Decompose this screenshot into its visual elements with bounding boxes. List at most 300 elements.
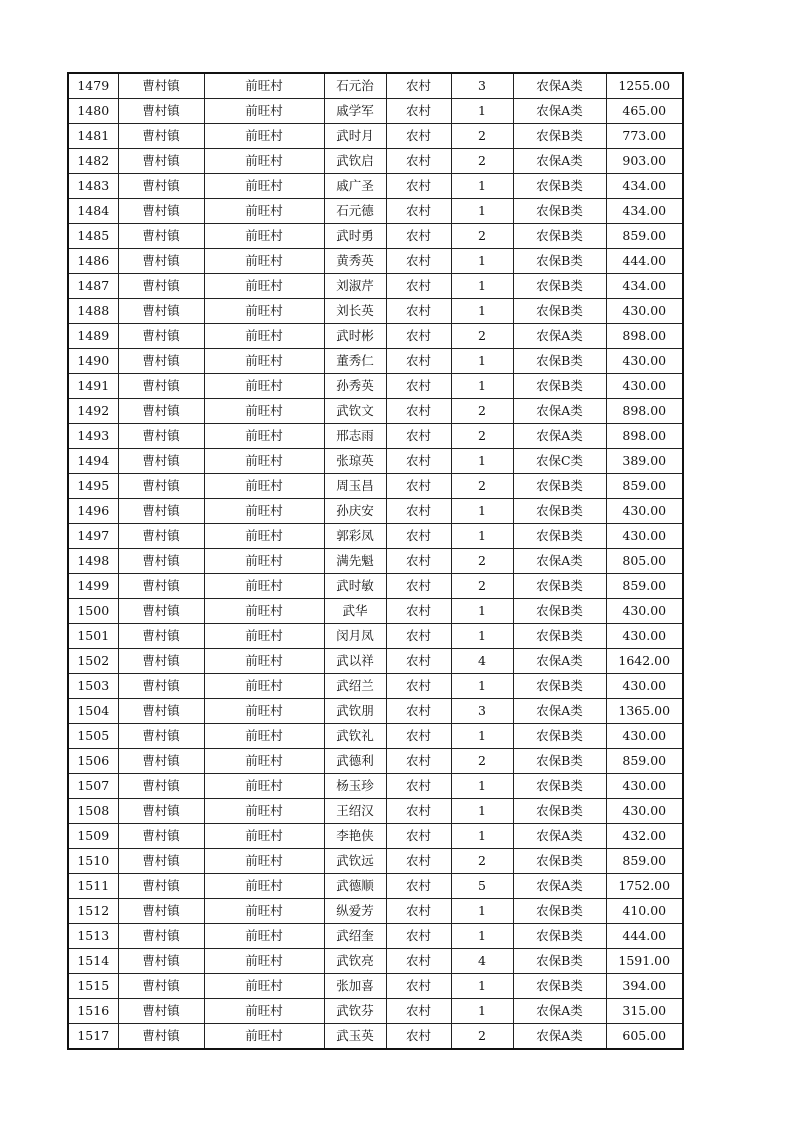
cell-household-type: 农村 (386, 949, 451, 974)
table-row (68, 374, 683, 399)
table-row (68, 949, 683, 974)
table-row (68, 474, 683, 499)
cell-member-count: 1 (451, 374, 513, 399)
cell-name: 王绍汉 (324, 799, 386, 824)
table-row (68, 424, 683, 449)
cell-name: 李艳侠 (324, 824, 386, 849)
cell-household-type: 农村 (386, 649, 451, 674)
cell-village: 前旺村 (204, 199, 324, 224)
cell-village: 前旺村 (204, 73, 324, 99)
cell-member-count: 2 (451, 749, 513, 774)
cell-row-number: 1492 (68, 399, 118, 424)
table-row (68, 124, 683, 149)
cell-town: 曹村镇 (118, 524, 204, 549)
cell-name: 孙秀英 (324, 374, 386, 399)
cell-village: 前旺村 (204, 499, 324, 524)
cell-village: 前旺村 (204, 549, 324, 574)
cell-name: 武时月 (324, 124, 386, 149)
cell-name: 武时彬 (324, 324, 386, 349)
cell-row-number: 1486 (68, 249, 118, 274)
cell-insurance-category: 农保B类 (513, 899, 606, 924)
table-row (68, 174, 683, 199)
cell-town: 曹村镇 (118, 674, 204, 699)
table-row (68, 774, 683, 799)
cell-name: 张琼英 (324, 449, 386, 474)
cell-member-count: 1 (451, 974, 513, 999)
cell-village: 前旺村 (204, 124, 324, 149)
table-row (68, 924, 683, 949)
cell-town: 曹村镇 (118, 299, 204, 324)
cell-household-type: 农村 (386, 674, 451, 699)
cell-town: 曹村镇 (118, 799, 204, 824)
table-row (68, 199, 683, 224)
cell-member-count: 2 (451, 549, 513, 574)
cell-town: 曹村镇 (118, 424, 204, 449)
cell-town: 曹村镇 (118, 699, 204, 724)
cell-town: 曹村镇 (118, 399, 204, 424)
cell-town: 曹村镇 (118, 824, 204, 849)
cell-town: 曹村镇 (118, 849, 204, 874)
cell-household-type: 农村 (386, 874, 451, 899)
cell-household-type: 农村 (386, 574, 451, 599)
cell-amount: 430.00 (606, 774, 683, 799)
cell-name: 董秀仁 (324, 349, 386, 374)
cell-town: 曹村镇 (118, 1024, 204, 1050)
cell-amount: 1752.00 (606, 874, 683, 899)
cell-town: 曹村镇 (118, 774, 204, 799)
cell-insurance-category: 农保B类 (513, 499, 606, 524)
cell-row-number: 1485 (68, 224, 118, 249)
cell-name: 武绍奎 (324, 924, 386, 949)
cell-row-number: 1499 (68, 574, 118, 599)
cell-insurance-category: 农保B类 (513, 274, 606, 299)
cell-member-count: 1 (451, 249, 513, 274)
cell-member-count: 1 (451, 199, 513, 224)
cell-town: 曹村镇 (118, 974, 204, 999)
cell-insurance-category: 农保B类 (513, 599, 606, 624)
cell-insurance-category: 农保B类 (513, 374, 606, 399)
cell-member-count: 1 (451, 674, 513, 699)
cell-member-count: 2 (451, 149, 513, 174)
cell-insurance-category: 农保A类 (513, 399, 606, 424)
cell-village: 前旺村 (204, 449, 324, 474)
cell-member-count: 1 (451, 349, 513, 374)
cell-town: 曹村镇 (118, 274, 204, 299)
table-row (68, 599, 683, 624)
cell-name: 黄秀英 (324, 249, 386, 274)
cell-amount: 434.00 (606, 199, 683, 224)
cell-name: 武钦芬 (324, 999, 386, 1024)
cell-village: 前旺村 (204, 274, 324, 299)
cell-village: 前旺村 (204, 749, 324, 774)
cell-insurance-category: 农保A类 (513, 99, 606, 124)
cell-amount: 444.00 (606, 924, 683, 949)
cell-row-number: 1497 (68, 524, 118, 549)
cell-member-count: 2 (451, 574, 513, 599)
cell-insurance-category: 农保B类 (513, 124, 606, 149)
cell-name: 张加喜 (324, 974, 386, 999)
cell-village: 前旺村 (204, 874, 324, 899)
cell-name: 郭彩凤 (324, 524, 386, 549)
cell-insurance-category: 农保A类 (513, 699, 606, 724)
cell-row-number: 1500 (68, 599, 118, 624)
cell-insurance-category: 农保B类 (513, 924, 606, 949)
cell-name: 邢志雨 (324, 424, 386, 449)
cell-insurance-category: 农保A类 (513, 649, 606, 674)
cell-insurance-category: 农保B类 (513, 749, 606, 774)
cell-name: 石元德 (324, 199, 386, 224)
cell-name: 刘长英 (324, 299, 386, 324)
cell-village: 前旺村 (204, 399, 324, 424)
cell-household-type: 农村 (386, 99, 451, 124)
cell-name: 武德利 (324, 749, 386, 774)
cell-amount: 410.00 (606, 899, 683, 924)
cell-household-type: 农村 (386, 474, 451, 499)
cell-amount: 430.00 (606, 624, 683, 649)
cell-member-count: 2 (451, 1024, 513, 1050)
cell-member-count: 5 (451, 874, 513, 899)
cell-village: 前旺村 (204, 924, 324, 949)
table-row (68, 499, 683, 524)
cell-town: 曹村镇 (118, 449, 204, 474)
cell-name: 武玉英 (324, 1024, 386, 1050)
cell-town: 曹村镇 (118, 224, 204, 249)
cell-name: 武以祥 (324, 649, 386, 674)
cell-village: 前旺村 (204, 649, 324, 674)
cell-row-number: 1482 (68, 149, 118, 174)
cell-household-type: 农村 (386, 324, 451, 349)
cell-name: 武钦亮 (324, 949, 386, 974)
cell-amount: 859.00 (606, 474, 683, 499)
cell-village: 前旺村 (204, 224, 324, 249)
cell-town: 曹村镇 (118, 199, 204, 224)
cell-amount: 1591.00 (606, 949, 683, 974)
cell-insurance-category: 农保B类 (513, 474, 606, 499)
cell-amount: 430.00 (606, 299, 683, 324)
table-row (68, 349, 683, 374)
cell-village: 前旺村 (204, 374, 324, 399)
cell-name: 武钦启 (324, 149, 386, 174)
cell-insurance-category: 农保A类 (513, 999, 606, 1024)
cell-town: 曹村镇 (118, 73, 204, 99)
cell-row-number: 1495 (68, 474, 118, 499)
cell-town: 曹村镇 (118, 899, 204, 924)
cell-name: 戚学军 (324, 99, 386, 124)
cell-member-count: 2 (451, 849, 513, 874)
table-row (68, 299, 683, 324)
cell-household-type: 农村 (386, 1024, 451, 1050)
cell-insurance-category: 农保B类 (513, 299, 606, 324)
cell-name: 武时勇 (324, 224, 386, 249)
cell-town: 曹村镇 (118, 574, 204, 599)
cell-town: 曹村镇 (118, 874, 204, 899)
cell-insurance-category: 农保B类 (513, 674, 606, 699)
cell-member-count: 1 (451, 999, 513, 1024)
cell-household-type: 农村 (386, 824, 451, 849)
cell-amount: 859.00 (606, 224, 683, 249)
cell-village: 前旺村 (204, 674, 324, 699)
cell-amount: 1642.00 (606, 649, 683, 674)
cell-amount: 430.00 (606, 499, 683, 524)
cell-village: 前旺村 (204, 324, 324, 349)
cell-amount: 430.00 (606, 349, 683, 374)
cell-insurance-category: 农保B类 (513, 524, 606, 549)
cell-amount: 430.00 (606, 374, 683, 399)
cell-insurance-category: 农保B类 (513, 949, 606, 974)
table-row (68, 249, 683, 274)
cell-household-type: 农村 (386, 774, 451, 799)
cell-member-count: 2 (451, 474, 513, 499)
cell-household-type: 农村 (386, 149, 451, 174)
table-row (68, 574, 683, 599)
cell-row-number: 1517 (68, 1024, 118, 1050)
cell-insurance-category: 农保B类 (513, 774, 606, 799)
cell-town: 曹村镇 (118, 174, 204, 199)
cell-town: 曹村镇 (118, 924, 204, 949)
cell-household-type: 农村 (386, 899, 451, 924)
cell-row-number: 1498 (68, 549, 118, 574)
cell-row-number: 1480 (68, 99, 118, 124)
cell-amount: 898.00 (606, 399, 683, 424)
cell-amount: 898.00 (606, 424, 683, 449)
table-row (68, 849, 683, 874)
cell-row-number: 1489 (68, 324, 118, 349)
cell-name: 武德顺 (324, 874, 386, 899)
cell-name: 戚广圣 (324, 174, 386, 199)
cell-row-number: 1479 (68, 73, 118, 99)
cell-village: 前旺村 (204, 524, 324, 549)
cell-household-type: 农村 (386, 999, 451, 1024)
cell-town: 曹村镇 (118, 124, 204, 149)
cell-village: 前旺村 (204, 424, 324, 449)
table-row (68, 724, 683, 749)
table-row (68, 624, 683, 649)
cell-town: 曹村镇 (118, 649, 204, 674)
cell-amount: 805.00 (606, 549, 683, 574)
cell-row-number: 1504 (68, 699, 118, 724)
cell-household-type: 农村 (386, 499, 451, 524)
cell-household-type: 农村 (386, 849, 451, 874)
table-row (68, 674, 683, 699)
cell-name: 武时敏 (324, 574, 386, 599)
cell-name: 刘淑芹 (324, 274, 386, 299)
cell-member-count: 1 (451, 499, 513, 524)
cell-amount: 859.00 (606, 749, 683, 774)
cell-household-type: 农村 (386, 974, 451, 999)
cell-row-number: 1483 (68, 174, 118, 199)
cell-name: 满先魁 (324, 549, 386, 574)
cell-amount: 898.00 (606, 324, 683, 349)
cell-member-count: 3 (451, 73, 513, 99)
cell-village: 前旺村 (204, 899, 324, 924)
cell-town: 曹村镇 (118, 349, 204, 374)
cell-village: 前旺村 (204, 1024, 324, 1050)
cell-name: 武钦远 (324, 849, 386, 874)
cell-member-count: 4 (451, 949, 513, 974)
cell-village: 前旺村 (204, 849, 324, 874)
cell-insurance-category: 农保B类 (513, 849, 606, 874)
cell-member-count: 1 (451, 724, 513, 749)
cell-name: 武绍兰 (324, 674, 386, 699)
cell-row-number: 1514 (68, 949, 118, 974)
table-row (68, 799, 683, 824)
cell-amount: 430.00 (606, 724, 683, 749)
cell-name: 孙庆安 (324, 499, 386, 524)
cell-household-type: 农村 (386, 724, 451, 749)
cell-town: 曹村镇 (118, 374, 204, 399)
cell-name: 武钦朋 (324, 699, 386, 724)
cell-household-type: 农村 (386, 399, 451, 424)
cell-row-number: 1507 (68, 774, 118, 799)
cell-village: 前旺村 (204, 624, 324, 649)
table-row (68, 649, 683, 674)
cell-town: 曹村镇 (118, 724, 204, 749)
cell-member-count: 1 (451, 274, 513, 299)
cell-row-number: 1502 (68, 649, 118, 674)
relief-roster-table (67, 72, 684, 1050)
cell-member-count: 1 (451, 774, 513, 799)
cell-village: 前旺村 (204, 949, 324, 974)
cell-amount: 315.00 (606, 999, 683, 1024)
cell-village: 前旺村 (204, 299, 324, 324)
cell-household-type: 农村 (386, 924, 451, 949)
table-row (68, 224, 683, 249)
cell-member-count: 1 (451, 624, 513, 649)
cell-village: 前旺村 (204, 699, 324, 724)
cell-insurance-category: 农保B类 (513, 349, 606, 374)
cell-row-number: 1508 (68, 799, 118, 824)
cell-household-type: 农村 (386, 349, 451, 374)
table-row (68, 99, 683, 124)
cell-town: 曹村镇 (118, 749, 204, 774)
cell-town: 曹村镇 (118, 99, 204, 124)
cell-household-type: 农村 (386, 799, 451, 824)
cell-insurance-category: 农保B类 (513, 249, 606, 274)
cell-village: 前旺村 (204, 474, 324, 499)
cell-village: 前旺村 (204, 724, 324, 749)
table-row (68, 274, 683, 299)
cell-insurance-category: 农保B类 (513, 974, 606, 999)
cell-row-number: 1512 (68, 899, 118, 924)
cell-insurance-category: 农保A类 (513, 874, 606, 899)
cell-insurance-category: 农保B类 (513, 624, 606, 649)
table-row (68, 749, 683, 774)
cell-household-type: 农村 (386, 699, 451, 724)
cell-member-count: 1 (451, 99, 513, 124)
cell-insurance-category: 农保B类 (513, 199, 606, 224)
cell-row-number: 1509 (68, 824, 118, 849)
cell-amount: 434.00 (606, 274, 683, 299)
cell-name: 武钦文 (324, 399, 386, 424)
cell-household-type: 农村 (386, 274, 451, 299)
cell-insurance-category: 农保B类 (513, 799, 606, 824)
cell-insurance-category: 农保C类 (513, 449, 606, 474)
cell-household-type: 农村 (386, 124, 451, 149)
cell-amount: 430.00 (606, 524, 683, 549)
cell-row-number: 1494 (68, 449, 118, 474)
cell-household-type: 农村 (386, 524, 451, 549)
cell-amount: 773.00 (606, 124, 683, 149)
cell-household-type: 农村 (386, 549, 451, 574)
cell-row-number: 1487 (68, 274, 118, 299)
cell-town: 曹村镇 (118, 249, 204, 274)
cell-member-count: 2 (451, 224, 513, 249)
cell-insurance-category: 农保B类 (513, 574, 606, 599)
cell-town: 曹村镇 (118, 624, 204, 649)
table-row (68, 899, 683, 924)
cell-amount: 859.00 (606, 849, 683, 874)
cell-member-count: 1 (451, 924, 513, 949)
cell-amount: 430.00 (606, 599, 683, 624)
cell-village: 前旺村 (204, 99, 324, 124)
cell-name: 武华 (324, 599, 386, 624)
table-row (68, 824, 683, 849)
cell-village: 前旺村 (204, 774, 324, 799)
cell-member-count: 1 (451, 824, 513, 849)
cell-insurance-category: 农保A类 (513, 73, 606, 99)
cell-row-number: 1490 (68, 349, 118, 374)
cell-member-count: 4 (451, 649, 513, 674)
cell-insurance-category: 农保B类 (513, 224, 606, 249)
cell-village: 前旺村 (204, 974, 324, 999)
cell-member-count: 2 (451, 424, 513, 449)
cell-insurance-category: 农保A类 (513, 424, 606, 449)
cell-amount: 389.00 (606, 449, 683, 474)
cell-amount: 465.00 (606, 99, 683, 124)
cell-household-type: 农村 (386, 424, 451, 449)
cell-row-number: 1491 (68, 374, 118, 399)
table-row (68, 699, 683, 724)
cell-household-type: 农村 (386, 624, 451, 649)
cell-name: 武钦礼 (324, 724, 386, 749)
table-row (68, 324, 683, 349)
cell-name: 石元治 (324, 73, 386, 99)
cell-row-number: 1506 (68, 749, 118, 774)
cell-household-type: 农村 (386, 174, 451, 199)
table-row (68, 399, 683, 424)
cell-amount: 434.00 (606, 174, 683, 199)
cell-member-count: 1 (451, 799, 513, 824)
cell-row-number: 1484 (68, 199, 118, 224)
cell-row-number: 1515 (68, 974, 118, 999)
cell-member-count: 1 (451, 449, 513, 474)
cell-town: 曹村镇 (118, 474, 204, 499)
cell-row-number: 1493 (68, 424, 118, 449)
cell-amount: 903.00 (606, 149, 683, 174)
cell-member-count: 2 (451, 399, 513, 424)
table-row (68, 974, 683, 999)
cell-village: 前旺村 (204, 599, 324, 624)
cell-amount: 432.00 (606, 824, 683, 849)
table-row (68, 1024, 683, 1050)
cell-town: 曹村镇 (118, 599, 204, 624)
cell-member-count: 1 (451, 299, 513, 324)
cell-village: 前旺村 (204, 824, 324, 849)
cell-amount: 859.00 (606, 574, 683, 599)
cell-household-type: 农村 (386, 73, 451, 99)
cell-insurance-category: 农保B类 (513, 724, 606, 749)
cell-town: 曹村镇 (118, 949, 204, 974)
cell-amount: 1365.00 (606, 699, 683, 724)
cell-village: 前旺村 (204, 799, 324, 824)
cell-amount: 444.00 (606, 249, 683, 274)
table-body (68, 73, 683, 1049)
table-row (68, 874, 683, 899)
cell-member-count: 2 (451, 324, 513, 349)
cell-town: 曹村镇 (118, 499, 204, 524)
cell-insurance-category: 农保A类 (513, 324, 606, 349)
cell-member-count: 2 (451, 124, 513, 149)
